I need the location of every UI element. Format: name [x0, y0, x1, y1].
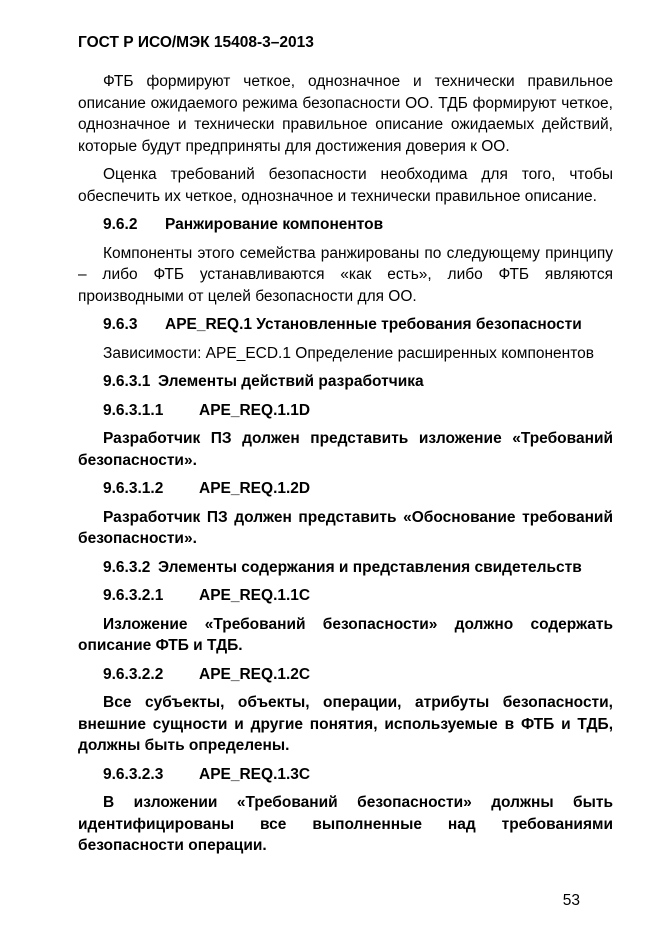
heading-number: 9.6.3.2.3 [103, 765, 164, 783]
section-heading [78, 371, 613, 393]
heading-number: 9.6.3.2 [103, 558, 151, 576]
heading-number: 9.6.3.1.2 [103, 480, 164, 497]
heading-number: 9.6.3.2.1 [103, 587, 164, 604]
section-heading [78, 557, 613, 579]
heading-title: APE_REQ.1.3C [199, 765, 311, 783]
section-heading [78, 314, 613, 336]
heading-title: APE_REQ.1.2C [199, 665, 311, 683]
heading-number: 9.6.3 [103, 316, 138, 333]
heading-number: 9.6.2 [103, 216, 138, 233]
body-paragraph: Зависимости: APE_ECD.1 Определение расширенных компонентов [103, 344, 594, 362]
document-body [78, 64, 613, 864]
section-heading [78, 585, 613, 607]
page-number: 53 [562, 892, 580, 909]
body-paragraph: Компоненты этого семейства ранжированы по следующему принципу – либо ФТБ устанавливаются «как есть», либо ФТБ являются производными от целей безопасности для ОО. [78, 244, 613, 305]
heading-title: APE_REQ.1.1D [199, 401, 311, 419]
section-heading [78, 478, 613, 500]
section-heading [78, 400, 613, 422]
requirement-paragraph: Все субъекты, объекты, операции, атрибуты безопасности, внешние сущности и другие понятия, используемые в ФТБ и ТДБ, должны быть определены. [78, 694, 613, 754]
heading-title: APE_REQ.1.1C [199, 587, 311, 604]
heading-number: 9.6.3.1 [103, 373, 151, 390]
requirement-paragraph: В изложении «Требований безопасности» должны быть идентифицированы все выполненные над требованиями безопасности операции. [78, 794, 613, 854]
section-heading [78, 664, 613, 686]
heading-title: APE_REQ.1.2D [199, 480, 311, 497]
section-heading [78, 764, 613, 786]
heading-title: Ранжирование компонентов [165, 216, 384, 233]
body-paragraph: ФТБ формируют четкое, однозначное и технически правильное описание ожидаемого режима безопасности ОО. ТДБ формируют четкое, однозначное и технически правильное описание ожидаемых действий, которые будут предприняты для достижения доверия к ОО. [78, 73, 613, 155]
requirement-paragraph: Изложение «Требований безопасности» должно содержать описание ФТБ и ТДБ. [78, 615, 613, 654]
heading-number: 9.6.3.1.1 [103, 401, 164, 419]
heading-number: 9.6.3.2.2 [103, 665, 164, 683]
requirement-paragraph: Разработчик ПЗ должен представить изложение «Требований безопасности». [78, 430, 613, 469]
body-paragraph: Оценка требований безопасности необходима для того, чтобы обеспечить их четкое, однозначное и технически правильное описание. [78, 166, 613, 205]
document-header: ГОСТ Р ИСО/МЭК 15408-3–2013 [78, 34, 314, 51]
heading-title: Элементы содержания и представления свидетельств [158, 558, 582, 576]
heading-title: Элементы действий разработчика [158, 373, 424, 390]
requirement-paragraph: Разработчик ПЗ должен представить «Обоснование требований безопасности». [78, 508, 613, 547]
heading-title: APE_REQ.1 Установленные требования безопасности [165, 316, 582, 333]
section-heading [78, 214, 613, 236]
